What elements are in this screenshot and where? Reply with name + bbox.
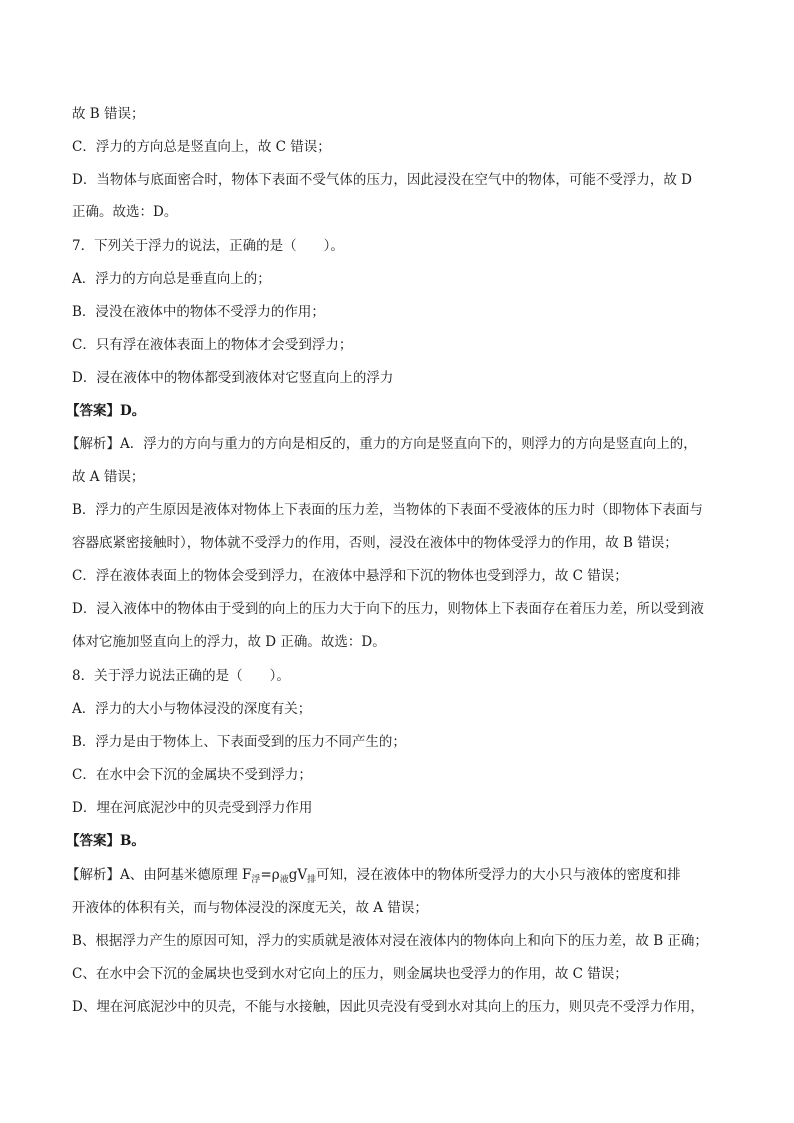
question-7-analysis-line: D．浸入液体中的物体由于受到的向上的压力大于向下的压力，则物体上下表面存在着压力差，所以受到液 — [72, 601, 704, 617]
question-8-analysis-line: 开液体的体积有关，而与物体浸没的深度无关，故 A 错误； — [72, 900, 428, 916]
question-7-stem: 7．下列关于浮力的说法，正确的是（ ）。 — [72, 238, 344, 254]
text-line: D．当物体与底面密合时，物体下表面不受气体的压力，因此浸没在空气中的物体，可能不受浮力，故 D — [72, 172, 692, 188]
analysis-text: gV — [288, 867, 308, 883]
question-8-option-d: D．埋在河底泥沙中的贝壳受到浮力作用 — [72, 800, 313, 816]
question-7-answer: 【答案】D。 — [66, 403, 146, 419]
question-7-analysis-line: C．浮在液体表面上的物体会受到浮力，在液体中悬浮和下沉的物体也受到浮力，故 C 错误； — [72, 568, 628, 584]
question-8-analysis-line: C、在水中会下沉的金属块也受到水对它向上的压力，则金属块也受浮力的作用，故 C 错误； — [72, 966, 628, 982]
text-line: C．浮力的方向总是竖直向上，故 C 错误； — [72, 139, 331, 155]
question-8-option-c: C．在水中会下沉的金属块不受到浮力； — [72, 767, 312, 783]
question-7-option-a: A．浮力的方向总是垂直向上的； — [72, 271, 271, 287]
question-8-option-b: B．浮力是由于物体上、下表面受到的压力不同产生的； — [72, 734, 406, 750]
question-7-analysis-line: B．浮力的产生原因是液体对物体上下表面的压力差，当物体的下表面不受液体的压力时（即物体下表面与 — [72, 502, 703, 518]
question-8-analysis-line: D、埋在河底泥沙中的贝壳，不能与水接触，因此贝壳没有受到水对其向上的压力，则贝壳不受浮力作用， — [72, 999, 704, 1015]
question-7-analysis-line: 故 A 错误； — [72, 469, 145, 485]
analysis-text: 可知，浸在液体中的物体所受浮力的大小只与液体的密度和排 — [316, 867, 681, 883]
question-8-option-a: A．浮力的大小与物体浸没的深度有关； — [72, 701, 312, 717]
question-7-analysis-line: 体对它施加竖直向上的浮力，故 D 正确。故选：D。 — [72, 634, 386, 650]
question-8-analysis-line-formula — [66, 865, 726, 890]
analysis-text: 【解析】A、由阿基米德原理 F — [66, 867, 252, 883]
question-7-option-b: B．浸没在液体中的物体不受浮力的作用； — [72, 304, 325, 320]
question-8-stem: 8．关于浮力说法正确的是（ ）。 — [72, 668, 290, 684]
question-7-analysis-line: 【解析】A．浮力的方向与重力的方向是相反的，重力的方向是竖直向下的，则浮力的方向是竖直向上的， — [66, 436, 697, 452]
question-8-answer: 【答案】B。 — [66, 833, 145, 849]
question-7-option-c: C．只有浮在液体表面上的物体才会受到浮力； — [72, 337, 353, 353]
subscript-buoyancy: 浮 — [251, 875, 261, 885]
analysis-text: =ρ — [260, 867, 280, 883]
question-7-analysis-line: 容器底紧密接触时），物体就不受浮力的作用，否则，浸没在液体中的物体受浮力的作用，故 B 错误； — [72, 535, 678, 551]
text-line: 故 B 错误； — [72, 106, 145, 122]
text-line: 正确。故选：D。 — [72, 204, 178, 220]
subscript-liquid: 液 — [279, 875, 289, 885]
subscript-displaced: 排 — [307, 875, 317, 885]
question-8-analysis-line: B、根据浮力产生的原因可知，浮力的实质就是液体对浸在液体内的物体向上和向下的压力差，故 B 正确； — [72, 933, 708, 949]
question-7-option-d: D．浸在液体中的物体都受到液体对它竖直向上的浮力 — [72, 370, 394, 386]
